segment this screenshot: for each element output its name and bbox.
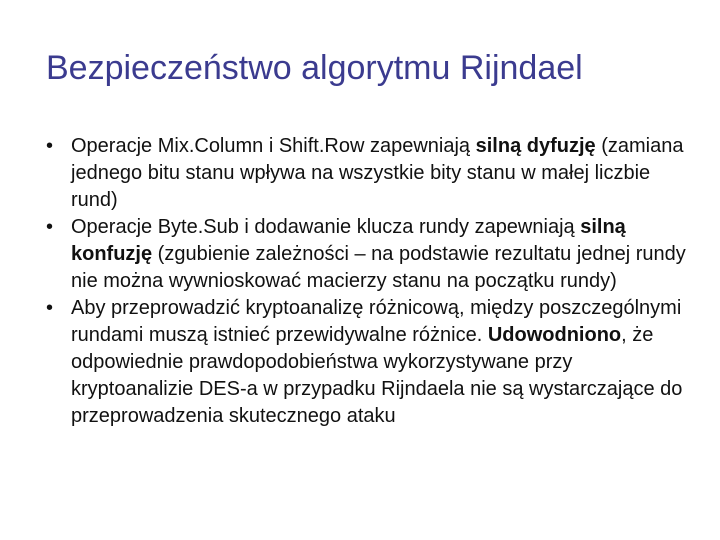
bullet-item xyxy=(46,133,686,214)
bullet-text: (zamiana jednego bitu stanu wpływa na wszystkie bity stanu w małej liczbie rund) xyxy=(71,135,684,211)
bullet-text: , że odpowiednie prawdopodobieństwa wykorzystywane przy kryptoanalizie DES-a w przypadku Rijndaela nie są wystarczające do przeprowadzenia skutecznego ataku xyxy=(71,324,683,427)
bullet-item xyxy=(46,295,686,430)
bullet-list xyxy=(46,133,686,430)
bullet-bold-text: silną dyfuzję xyxy=(475,135,596,157)
bullet-text: (zgubienie zależności – na podstawie rezultatu jednej rundy nie można wywnioskować macierzy stanu na początku rundy) xyxy=(71,243,686,292)
bullet-bold-text: silną konfuzję xyxy=(71,216,626,265)
bullet-bold-text: Udowodniono xyxy=(487,324,622,346)
bullet-text: Aby przeprowadzić kryptoanalizę różnicową, między poszczególnymi rundami muszą istnieć przewidywalne różnice. xyxy=(71,297,682,346)
bullet-text: Operacje Byte.Sub i dodawanie klucza rundy zapewniają xyxy=(71,216,581,238)
bullet-icon: • xyxy=(46,297,54,319)
bullet-icon: • xyxy=(46,135,54,157)
bullet-item xyxy=(46,214,686,295)
bullet-icon: • xyxy=(46,216,54,238)
bullet-text: Operacje Mix.Column i Shift.Row zapewniają xyxy=(71,135,476,157)
slide-title: Bezpieczeństwo algorytmu Rijndael xyxy=(46,49,583,87)
